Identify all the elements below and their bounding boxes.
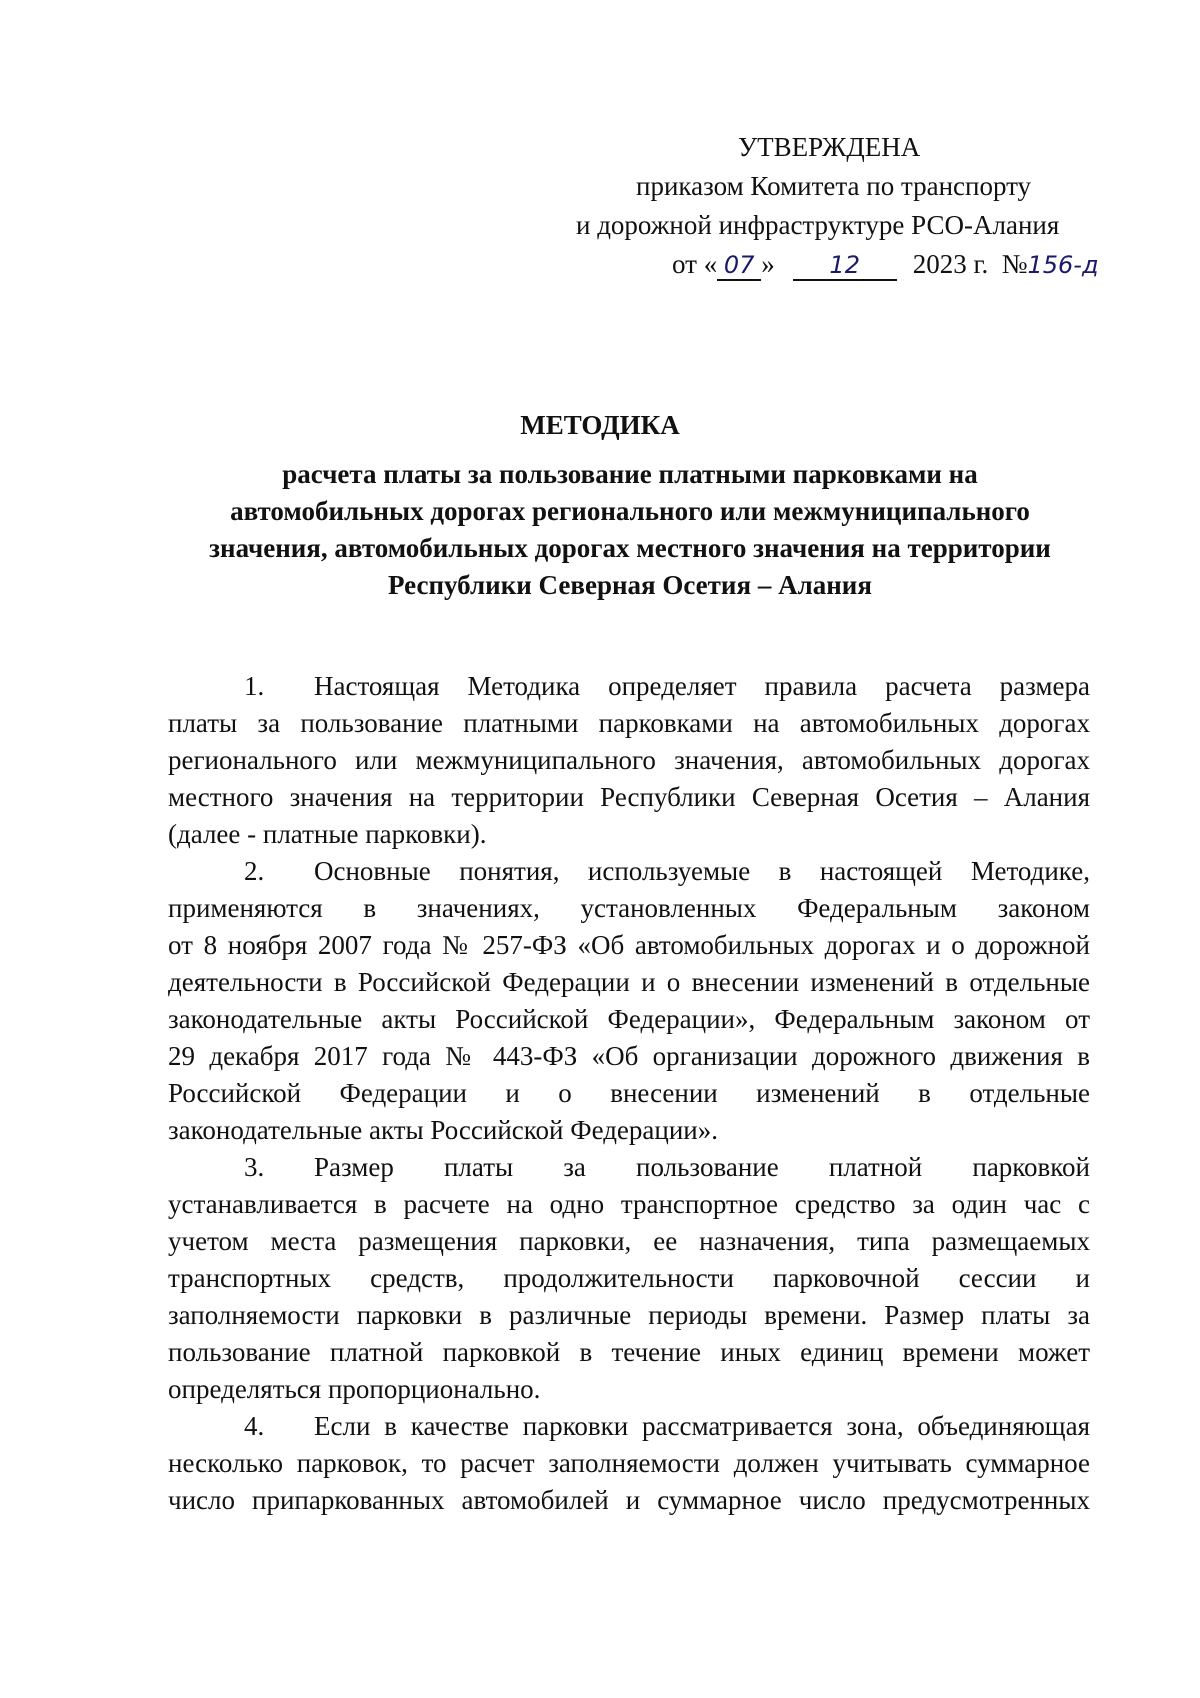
paragraph-line: учетом места размещения парковки, ее назначения, типа размещаемых: [168, 1226, 1090, 1256]
paragraph-line: регионального или межмуниципального значения, автомобильных дорогах: [168, 745, 1090, 775]
document-subtitle: [150, 456, 1110, 604]
paragraph-first-line: [168, 1149, 1090, 1186]
date-prefix: от «: [672, 249, 718, 279]
paragraph-3: [168, 1149, 1090, 1408]
paragraph-line: законодательные акты Российской Федерации», Федеральным законом от: [168, 1004, 1090, 1034]
paragraph-number: 4.: [244, 1411, 265, 1441]
paragraph-first-line: [168, 668, 1090, 705]
paragraph-line: пользование платной парковкой в течение иных единиц времени может: [168, 1337, 1090, 1367]
approval-block: [560, 128, 1100, 284]
subtitle-line: автомобильных дорогах регионального или межмуниципального: [230, 496, 1030, 526]
paragraph-line-text: Если в качестве парковки рассматривается зона, объединяющая: [314, 1411, 1090, 1441]
subtitle-line: Республики Северная Осетия – Алания: [388, 570, 872, 600]
paragraph-first-line: [168, 853, 1090, 890]
paragraph-line: применяются в значениях, установленных Федеральным законом: [168, 893, 1090, 923]
paragraph-line-text: Основные понятия, используемые в настоящей Методике,: [314, 856, 1090, 886]
paragraph-number: 2.: [244, 856, 265, 886]
approval-order-line: приказом Комитета по транспорту: [636, 171, 1032, 201]
paragraph-line: (далее - платные парковки).: [168, 819, 487, 849]
paragraph-line: платы за пользование платными парковками на автомобильных дорогах: [168, 708, 1090, 738]
paragraph-line: число припаркованных автомобилей и суммарное число предусмотренных: [168, 1485, 1090, 1515]
paragraph-number: 1.: [244, 671, 265, 701]
subtitle-line: расчета платы за пользование платными парковками на: [282, 459, 978, 489]
subtitle-line: значения, автомобильных дорогах местного значения на территории: [209, 533, 1051, 563]
order-number-label: №: [1001, 249, 1028, 279]
paragraph-line-text: Настоящая Методика определяет правила расчета размера: [314, 671, 1090, 701]
date-year: 2023 г.: [912, 249, 989, 279]
date-month: 12: [793, 251, 897, 281]
date-day: 07: [717, 251, 761, 281]
paragraph-line: 29 декабря 2017 года № 443-ФЗ «Об организации дорожного движения в: [168, 1041, 1090, 1071]
order-number-value: 156-д: [1027, 251, 1099, 279]
paragraph-line: определяться пропорционально.: [168, 1374, 541, 1404]
paragraph-line: законодательные акты Российской Федерации».: [168, 1115, 718, 1145]
paragraph-1: [168, 668, 1090, 853]
approval-date-line: [560, 245, 1100, 284]
paragraph-first-line: [168, 1408, 1090, 1445]
paragraph-4: [168, 1408, 1090, 1519]
paragraph-number: 3.: [244, 1152, 265, 1182]
date-mid: »: [761, 249, 775, 279]
paragraph-line-text: Размер платы за пользование платной парковкой: [314, 1152, 1090, 1182]
paragraph-2: [168, 853, 1090, 1149]
paragraph-line: Российской Федерации и о внесении изменений в отдельные: [168, 1078, 1090, 1108]
paragraph-line: деятельности в Российской Федерации и о внесении изменений в отдельные: [168, 967, 1090, 997]
approval-committee-line: и дорожной инфраструктуре РСО-Алания: [576, 210, 1060, 240]
document-title: МЕТОДИКА: [520, 410, 680, 440]
paragraph-line: местного значения на территории Республики Северная Осетия – Алания: [168, 782, 1090, 812]
paragraph-line: транспортных средств, продолжительности парковочной сессии и: [168, 1263, 1090, 1293]
approval-heading: УТВЕРЖДЕНА: [738, 132, 921, 162]
paragraph-line: заполняемости парковки в различные периоды времени. Размер платы за: [168, 1300, 1090, 1330]
paragraph-line: устанавливается в расчете на одно транспортное средство за один час с: [168, 1189, 1090, 1219]
document-body: [168, 668, 1090, 1519]
paragraph-line: несколько парковок, то расчет заполняемости должен учитывать суммарное: [168, 1448, 1090, 1478]
paragraph-line: от 8 ноября 2007 года № 257-ФЗ «Об автомобильных дорогах и о дорожной: [168, 930, 1090, 960]
